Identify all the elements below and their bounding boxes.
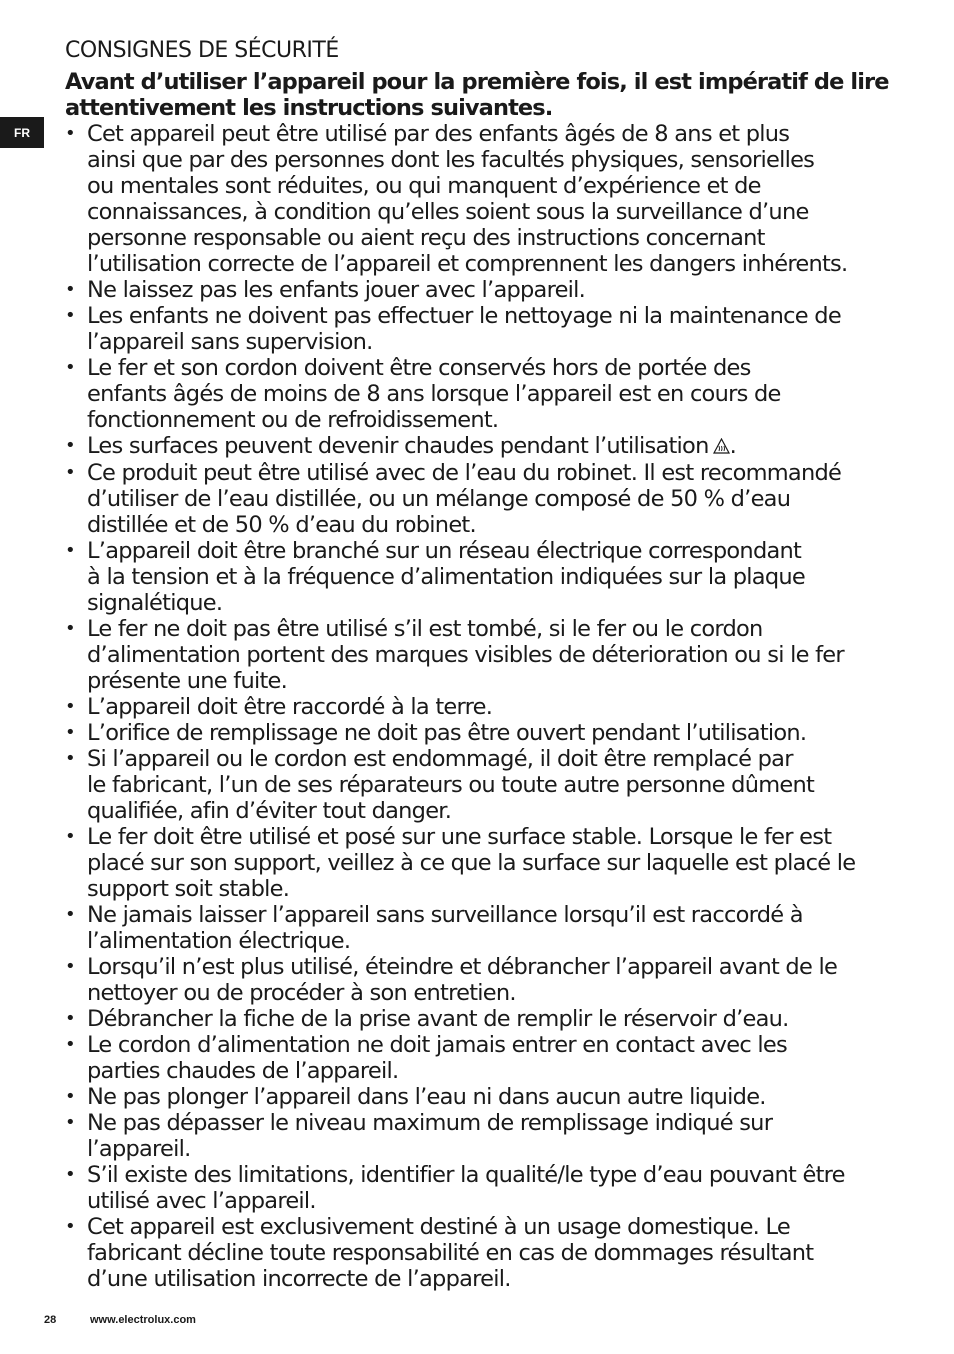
item-line — [87, 720, 895, 746]
item-line — [87, 876, 895, 902]
item-line-text: L’appareil doit être raccordé à la terre. — [87, 694, 493, 720]
item-line — [87, 954, 895, 980]
item-line — [87, 590, 895, 616]
item-line-text: d’une utilisation incorrecte de l’appareil. — [87, 1266, 511, 1292]
safety-item — [65, 1084, 895, 1110]
item-line — [87, 694, 895, 720]
language-tab: FR — [0, 117, 44, 148]
safety-item — [65, 538, 895, 616]
item-line — [87, 199, 895, 225]
bullet-marker: • — [65, 123, 75, 144]
bullet-marker: • — [65, 305, 75, 326]
item-line-text: fabricant décline toute responsabilité en cas de dommages résultant — [87, 1240, 814, 1266]
bullet-marker: • — [65, 1034, 75, 1055]
item-line-text: personne responsable ou aient reçu des instructions concernant — [87, 225, 765, 251]
safety-item — [65, 902, 895, 954]
bullet-marker: • — [65, 435, 75, 456]
item-line — [87, 746, 895, 772]
item-line-text: Les surfaces peuvent devenir chaudes pendant l’utilisation — [87, 433, 709, 459]
item-line — [87, 1162, 895, 1188]
safety-list — [65, 121, 895, 1292]
item-line-text: signalétique. — [87, 590, 223, 616]
website-url: www.electrolux.com — [90, 1314, 196, 1326]
item-line-text: Ce produit peut être utilisé avec de l’eau du robinet. Il est recommandé — [87, 460, 842, 486]
item-line — [87, 1006, 895, 1032]
safety-item — [65, 355, 895, 433]
item-line — [87, 407, 895, 433]
bullet-marker: • — [65, 696, 75, 717]
item-line-text: nettoyer ou de procéder à son entretien. — [87, 980, 516, 1006]
item-line — [87, 564, 895, 590]
item-line — [87, 1240, 895, 1266]
bullet-marker: • — [65, 748, 75, 769]
item-line — [87, 433, 895, 460]
bullet-marker: • — [65, 904, 75, 925]
item-line — [87, 1110, 895, 1136]
bullet-marker: • — [65, 826, 75, 847]
item-line-text: utilisé avec l’appareil. — [87, 1188, 316, 1214]
item-line — [87, 1136, 895, 1162]
page-number: 28 — [44, 1314, 57, 1326]
safety-item — [65, 694, 895, 720]
item-line-text: Ne pas dépasser le niveau maximum de remplissage indiqué sur — [87, 1110, 773, 1136]
safety-item — [65, 616, 895, 694]
safety-item — [65, 433, 895, 460]
bullet-marker: • — [65, 357, 75, 378]
item-line — [87, 251, 895, 277]
item-line — [87, 486, 895, 512]
bullet-marker: • — [65, 1112, 75, 1133]
item-line-text: L’appareil doit être branché sur un réseau électrique correspondant — [87, 538, 802, 564]
item-line-text: Le fer doit être utilisé et posé sur une surface stable. Lorsque le fer est — [87, 824, 832, 850]
bullet-marker: • — [65, 1086, 75, 1107]
item-line-text: Cet appareil est exclusivement destiné à un usage domestique. Le — [87, 1214, 790, 1240]
item-line — [87, 121, 895, 147]
item-line-text: Ne laissez pas les enfants jouer avec l’appareil. — [87, 277, 586, 303]
bullet-marker: • — [65, 1164, 75, 1185]
bullet-marker: • — [65, 462, 75, 483]
item-line — [87, 460, 895, 486]
item-line-text: S’il existe des limitations, identifier la qualité/le type d’eau pouvant être — [87, 1162, 845, 1188]
item-line-text: enfants âgés de moins de 8 ans lorsque l’appareil est en cours de — [87, 381, 781, 407]
item-line — [87, 668, 895, 694]
safety-item — [65, 954, 895, 1006]
item-line — [87, 642, 895, 668]
bullet-marker: • — [65, 1216, 75, 1237]
item-line — [87, 303, 895, 329]
page-footer — [44, 1314, 196, 1326]
item-line-text: Ne jamais laisser l’appareil sans surveillance lorsqu’il est raccordé à — [87, 902, 803, 928]
item-line — [87, 147, 895, 173]
item-line — [87, 616, 895, 642]
bullet-marker: • — [65, 722, 75, 743]
safety-section — [65, 36, 895, 1292]
safety-item — [65, 1110, 895, 1162]
hot-surface-warning-icon — [713, 434, 730, 460]
item-line — [87, 1032, 895, 1058]
item-line — [87, 538, 895, 564]
item-line — [87, 1188, 895, 1214]
item-line-text: ou mentales sont réduites, ou qui manquent d’expérience et de — [87, 173, 761, 199]
item-line-text: placé sur son support, veillez à ce que la surface sur laquelle est placé le — [87, 850, 856, 876]
item-line-text: Débrancher la fiche de la prise avant de remplir le réservoir d’eau. — [87, 1006, 789, 1032]
item-line-text: Ne pas plonger l’appareil dans l’eau ni dans aucun autre liquide. — [87, 1084, 766, 1110]
item-line — [87, 824, 895, 850]
item-line — [87, 1084, 895, 1110]
item-line — [87, 381, 895, 407]
item-line-text: L’orifice de remplissage ne doit pas être ouvert pendant l’utilisation. — [87, 720, 807, 746]
safety-item — [65, 1006, 895, 1032]
item-line — [87, 173, 895, 199]
safety-item — [65, 746, 895, 824]
bullet-marker: • — [65, 618, 75, 639]
safety-item — [65, 303, 895, 355]
item-line-text: distillée et de 50 % d’eau du robinet. — [87, 512, 476, 538]
bullet-marker: • — [65, 540, 75, 561]
item-line — [87, 798, 895, 824]
item-line-text: ainsi que par des personnes dont les facultés physiques, sensorielles — [87, 147, 815, 173]
item-line-text: Le fer et son cordon doivent être conservés hors de portée des — [87, 355, 751, 381]
item-line — [87, 225, 895, 251]
item-line-text: l’utilisation correcte de l’appareil et comprennent les dangers inhérents. — [87, 251, 848, 277]
item-line-text: parties chaudes de l’appareil. — [87, 1058, 399, 1084]
item-line — [87, 850, 895, 876]
item-line-text: fonctionnement ou de refroidissement. — [87, 407, 499, 433]
item-line-text: l’appareil sans supervision. — [87, 329, 373, 355]
item-line — [87, 355, 895, 381]
item-line-text: le fabricant, l’un de ses réparateurs ou toute autre personne dûment — [87, 772, 815, 798]
safety-item — [65, 1032, 895, 1084]
item-line — [87, 1058, 895, 1084]
item-line-text: connaissances, à condition qu’elles soient sous la surveillance d’une — [87, 199, 809, 225]
item-line-text: d’alimentation portent des marques visibles de déterioration ou si le fer — [87, 642, 844, 668]
item-line — [87, 1266, 895, 1292]
item-line-text: l’alimentation électrique. — [87, 928, 351, 954]
item-line — [87, 902, 895, 928]
item-line-text: support soit stable. — [87, 876, 290, 902]
safety-item — [65, 1162, 895, 1214]
item-line-text: l’appareil. — [87, 1136, 191, 1162]
item-line-text: Si l’appareil ou le cordon est endommagé, il doit être remplacé par — [87, 746, 793, 772]
item-line — [87, 772, 895, 798]
item-line — [87, 928, 895, 954]
safety-item — [65, 460, 895, 538]
item-line — [87, 1214, 895, 1240]
safety-item — [65, 277, 895, 303]
item-line-text: Cet appareil peut être utilisé par des enfants âgés de 8 ans et plus — [87, 121, 790, 147]
item-line — [87, 277, 895, 303]
bullet-marker: • — [65, 279, 75, 300]
item-line-text: d’utiliser de l’eau distillée, ou un mélange composé de 50 % d’eau — [87, 486, 791, 512]
item-line-text: à la tension et à la fréquence d’alimentation indiquées sur la plaque — [87, 564, 805, 590]
item-line-text: Le fer ne doit pas être utilisé s’il est tombé, si le fer ou le cordon — [87, 616, 763, 642]
safety-item — [65, 121, 895, 277]
section-title: CONSIGNES DE SÉCURITÉ — [65, 38, 339, 63]
safety-item — [65, 720, 895, 746]
item-line-suffix: . — [729, 433, 736, 459]
item-line-text: qualifiée, afin d’éviter tout danger. — [87, 798, 452, 824]
item-line-text: présente une fuite. — [87, 668, 288, 694]
item-line-text: Lorsqu’il n’est plus utilisé, éteindre et débrancher l’appareil avant de le — [87, 954, 838, 980]
bullet-marker: • — [65, 1008, 75, 1029]
intro-line: Avant d’utiliser l’appareil pour la première fois, il est impératif de lire — [65, 69, 889, 95]
bullet-marker: • — [65, 956, 75, 977]
intro-paragraph — [65, 69, 895, 121]
item-line-text: Les enfants ne doivent pas effectuer le nettoyage ni la maintenance de — [87, 303, 841, 329]
safety-item — [65, 1214, 895, 1292]
intro-line: attentivement les instructions suivantes. — [65, 95, 553, 121]
item-line — [87, 980, 895, 1006]
item-line-text: Le cordon d’alimentation ne doit jamais entrer en contact avec les — [87, 1032, 787, 1058]
item-line — [87, 329, 895, 355]
safety-item — [65, 824, 895, 902]
item-line — [87, 512, 895, 538]
